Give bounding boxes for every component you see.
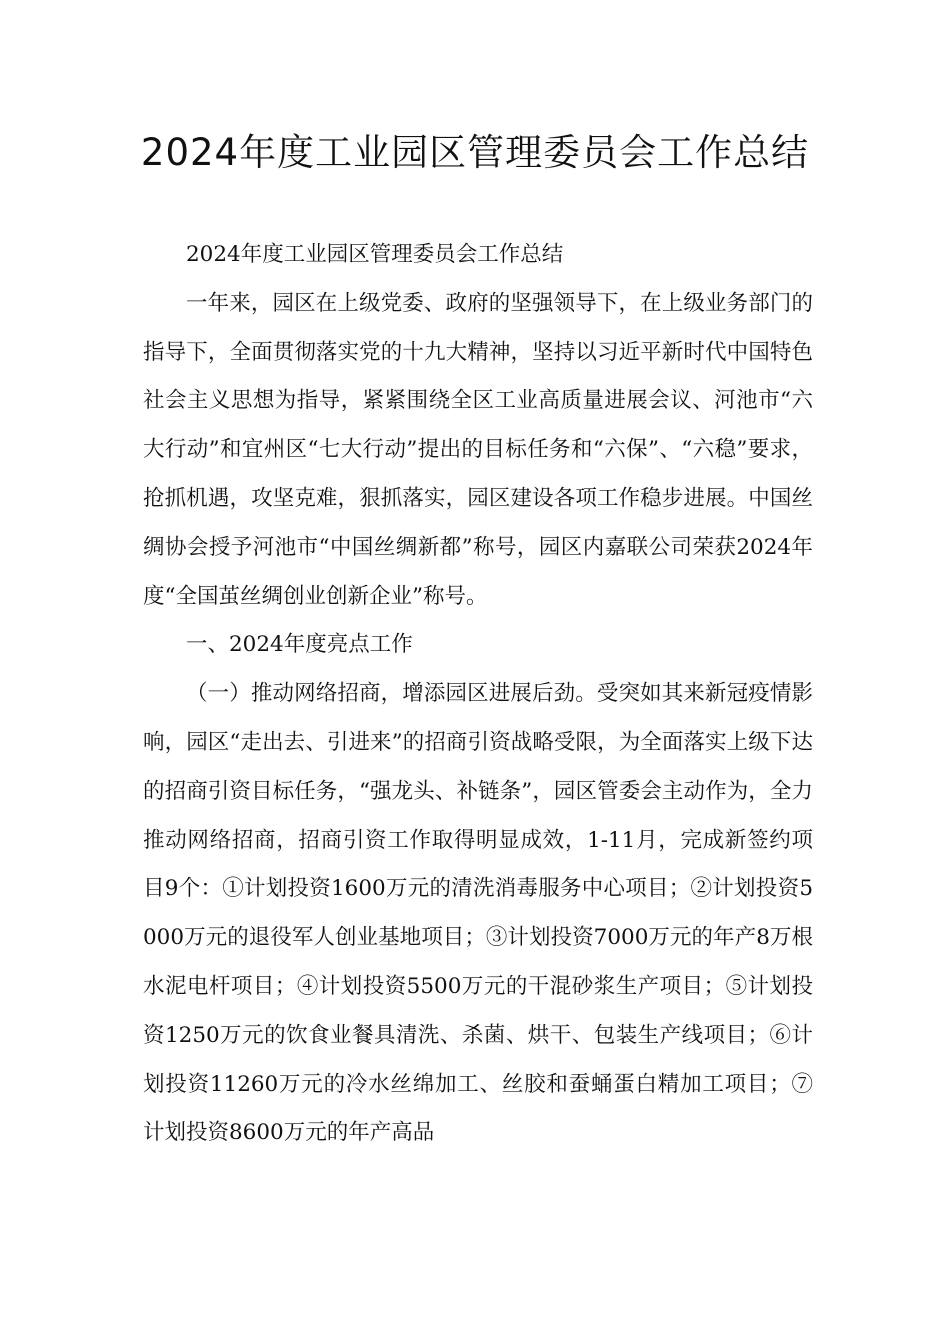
subtitle-paragraph: 2024年度工业园区管理委员会工作总结 [186, 242, 564, 267]
body-paragraph: （一）推动网络招商，增添园区进展后劲。受突如其来新冠疫情影响，园区“走出去、引进来”的招商引资战略受限，为全面落实上级下达的招商引资目标任务，“强龙头、补链条”，园区管委会主动作为，全力推动网络招商，招商引资工作取得明显成效，1-11月，完成新签约项目9个：①计划投资1600万元的清洗消毒服务中心项目；②计划投资5000万元的退役军人创业基地项目；③计划投资7000万元的年产8万根水泥电杆项目；④计划投资5500万元的干混砂浆生产项目；⑤计划投资1250万元的饮食业餐具清洗、杀菌、烘干、包装生产线项目；⑥计划投资11260万元的冷水丝绵加工、丝胶和蚕蛹蛋白精加工项目；⑦计划投资8600万元的年产高品 [143, 681, 813, 1146]
intro-paragraph: 一年来，园区在上级党委、政府的坚强领导下，在上级业务部门的指导下，全面贯彻落实党的十九大精神，坚持以习近平新时代中国特色社会主义思想为指导，紧紧围绕全区工业高质量进展会议、河池市“六大行动”和宜州区“七大行动”提出的目标任务和“六保”、“六稳”要求，抢抓机遇，攻坚克难，狠抓落实，园区建设各项工作稳步进展。中国丝绸协会授予河池市“中国丝绸新都”称号，园区内嘉联公司荣获2024年度“全国茧丝绸创业创新企业”称号。 [143, 290, 813, 609]
document-title: 2024年度工业园区管理委员会工作总结 [140, 131, 810, 174]
document-body [143, 231, 813, 1158]
section-heading: 一、2024年度亮点工作 [186, 632, 413, 658]
